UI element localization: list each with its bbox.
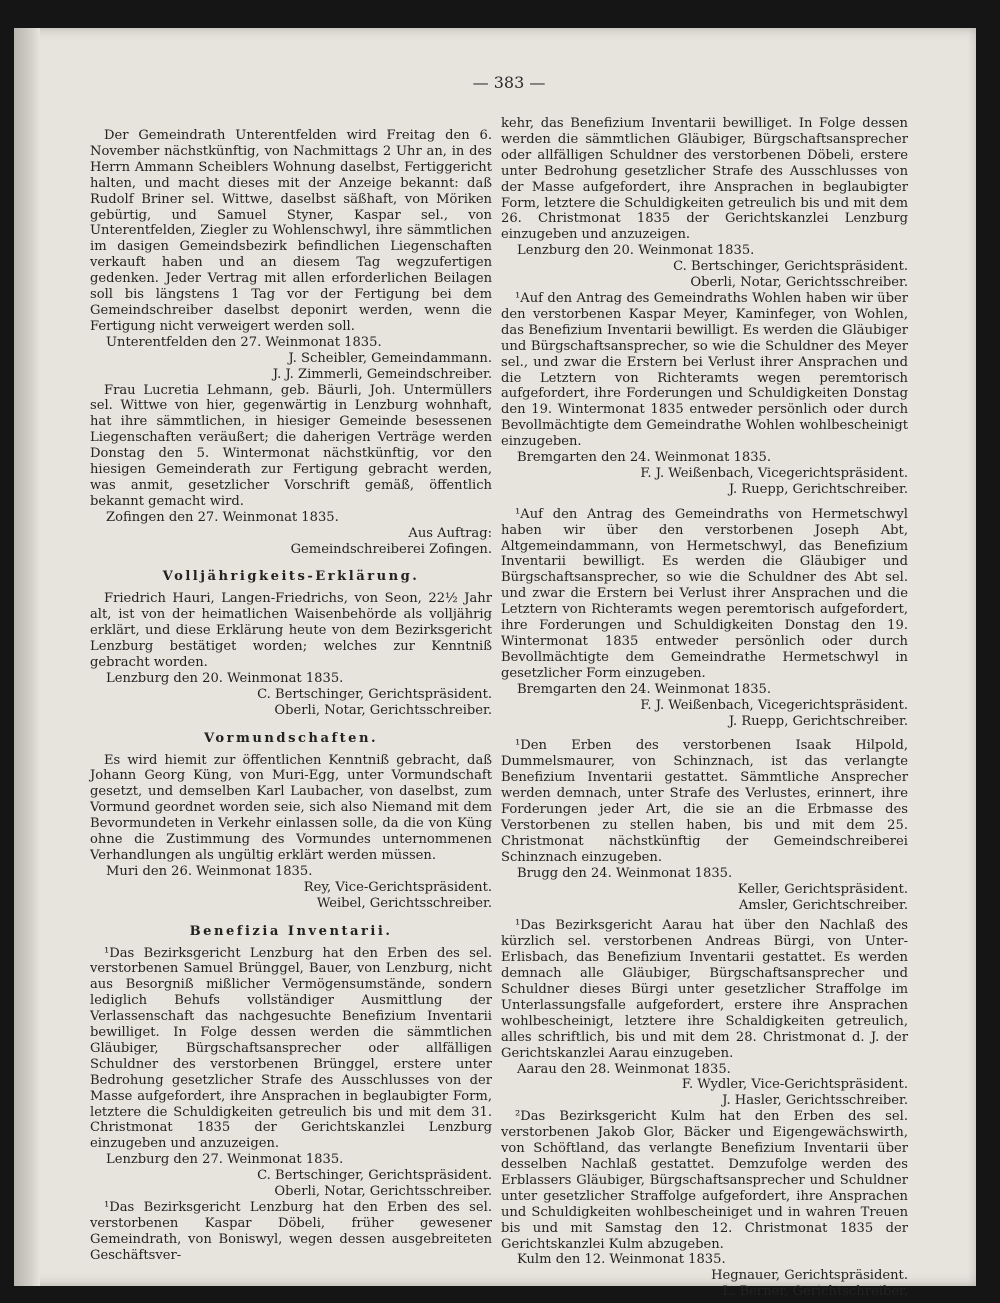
section-heading-benefizia: Benefizia Inventarii. xyxy=(189,923,393,939)
notice-date: Kulm den 12. Weinmonat 1835. xyxy=(517,1252,726,1268)
notice-doebeli: ¹Das Bezirksgericht Lenzburg hat den Erben des sel. verstorbenen Kaspar Döbeli, früher gewesener Gemeindrath, von Boniswyl, wegen dessen ausgebreiteten Geschäftsver- xyxy=(90,1200,492,1263)
signature-line: F. J. Weißenbach, Vicegerichtspräsident. xyxy=(640,697,908,713)
newspaper-page xyxy=(14,28,976,1300)
notice-doebeli-continued: kehr, das Benefizium Inventarii bewilliget. In Folge dessen werden die sämmtlichen Gläubiger, Bürgschaftsansprecher oder allfälligen Schuldner des verstorbenen Döbeli, erstere unter Bedrohung gesetzlicher Strafe des Ausschlusses von der Masse aufgefordert, ihre Ansprachen in beglaubigter Form, letztere die Schuldigkeiten getreulich bis und mit dem 26. Christmonat 1835 der Gerichtskanzlei Lenzburg einzugeben und anzuzeigen. xyxy=(501,116,908,243)
notice-hilpold: ¹Den Erben des verstorbenen Isaak Hilpold, Dummelsmaurer, von Schinznach, ist das verlangte Benefizium Inventarii gestattet. Sämmtliche Ansprecher werden demnach, unter Strafe des Verlustes, erinnert, ihre Forderungen jeder Art, die sie an die Erbmasse des Verstorbenen zu stellen haben, bis und mit dem 25. Christmonat nächstkünftig der Gemeindschreiberei Schinznach einzugeben. xyxy=(501,738,908,865)
notice-date: Lenzburg den 27. Weinmonat 1835. xyxy=(106,1152,344,1168)
notice-date: Unterentfelden den 27. Weinmonat 1835. xyxy=(106,334,382,350)
right-column xyxy=(501,116,908,1300)
signature-line: Hegnauer, Gerichtspräsident. xyxy=(711,1268,908,1284)
signature-line: L. Berner, Gerichtschreiber. xyxy=(722,1284,908,1300)
page-number: — 383 — xyxy=(472,73,546,92)
signature-line: C. Bertschinger, Gerichtspräsident. xyxy=(257,686,492,702)
notice-bruenggel: ¹Das Bezirksgericht Lenzburg hat den Erben des sel. verstorbenen Samuel Brünggel, Bauer, von Lenzburg, nicht aus Besorgniß mißlicher Vermögensumstände, sondern lediglich Behufs vollständiger Ausmittlung der Verlassenschaft das nachgesuchte Benefizium Inventarii bewilliget. In Folge dessen werden die sämmtlichen Gläubiger, Bürgschaftsansprecher oder allfälligen Schuldner des verstorbenen Brünggel, erstere unter Bedrohung gesetzlicher Strafe des Ausschlusses von der Masse aufgefordert, ihre Ansprachen in beglaubigter Form, letztere die Schuldigkeiten getreulich bis und mit dem 31. Christmonat 1835 der Gerichtskanzlei Lenzburg einzugeben und anzuzeigen. xyxy=(90,945,492,1152)
signature-line: Amsler, Gerichtschreiber. xyxy=(738,897,908,913)
notice-glor: ²Das Bezirksgericht Kulm hat den Erben des sel. verstorbenen Jakob Glor, Bäcker und Eigengewächswirth, von Schöftland, das verlangte Benefizium Inventarii über desselben Nachlaß gestattet. Demzufolge werden des Erblassers Gläubiger, Bürgschaftsansprecher und Schuldner unter gesetzlicher Straffolge aufgefordert, ihre Ansprachen und Schuldigkeiten wohlbescheiniget und in wahren Treuen bis und mit Samstag den 12. Christmonat 1835 der Gerichtskanzlei Kulm abzugeben. xyxy=(501,1109,908,1252)
notice-buergi: ¹Das Bezirksgericht Aarau hat über den Nachlaß des kürzlich sel. verstorbenen Andreas Bürgi, von Unter-Erlisbach, das Benefizium Inventarii gestattet. Es werden demnach alle Gläubiger, Bürgschaftsansprecher und Schuldner dieses Bürgi unter gesetzlicher Straffolge im Unterlassungsfalle aufgefordert, erstere ihre Ansprachen wohlbescheinigt, letztere ihre Schaldigkeiten getreulich, alles schriftlich, bis und mit dem 28. Christmonat d. J. der Gerichtskanzlei Aarau einzugeben. xyxy=(501,918,908,1061)
signature-line: J. J. Zimmerli, Gemeindschreiber. xyxy=(272,366,492,382)
notice-date: Bremgarten den 24. Weinmonat 1835. xyxy=(517,450,772,466)
spacer xyxy=(501,498,908,507)
signature-line: C. Bertschinger, Gerichtspräsident. xyxy=(257,1168,492,1184)
notice-meyer: ¹Auf den Antrag des Gemeindraths Wohlen haben wir über den verstorbenen Kaspar Meyer, Kaminfeger, von Wohlen, das Benefizium Inventarii bewilligt. Es werden die Gläubiger und Bürgschaftsansprecher, so wie die Schuldner des Meyer sel., und zwar die Erstern bei Verlust ihrer Ansprachen und die Letztern von Richteramts wegen peremtorisch aufgefordert, ihre Forderungen und Schuldigkeiten Donstag den 19. Wintermonat 1835 entweder persönlich oder durch Bevollmächtigte dem Gemeindrathe Wohlen wohlbescheinigt einzugeben. xyxy=(501,290,908,450)
signature-line: C. Bertschinger, Gerichtspräsident. xyxy=(673,259,908,275)
signature-line: J. Ruepp, Gerichtschreiber. xyxy=(728,713,908,729)
signature-line: F. Wydler, Vice-Gerichtspräsident. xyxy=(681,1077,908,1093)
left-column xyxy=(90,128,492,1264)
signature-line: Gemeindschreiberei Zofingen. xyxy=(290,541,492,557)
notice-lehmann: Frau Lucretia Lehmann, geb. Bäurli, Joh. Untermüllers sel. Wittwe von hier, gegenwärtig in Lenzburg wohnhaft, hat ihre sämmtlichen, in hiesiger Gemeinde besessenen Liegenschaften veräußert; die daherigen Verträge werden Donstag den 5. Wintermonat nächstkünftig, vor den hiesigen Gemeinderath zur Fertigung gebracht werden, was anmit, gesetzlicher Vorschrift gemäß, öffentlich bekannt gemacht wird. xyxy=(90,382,492,509)
section-heading-vormundschaften: Vormundschaften. xyxy=(203,730,379,746)
notice-date: Aarau den 28. Weinmonat 1835. xyxy=(517,1061,731,1077)
notice-abt: ¹Auf den Antrag des Gemeindraths von Hermetschwyl haben wir über den verstorbenen Joseph Abt, Altgemeindammann, von Hermetschwyl, das Benefizium Inventarii bewilligt. Es werden die Gläubiger und Bürgschaftsansprecher, so wie die Schuldner des Abt sel. und zwar die Erstern bei Verlust ihrer Ansprachen und die Letztern von Richteramts wegen peremtorisch aufgefordert, ihre Forderungen und Schuldigkeiten Donstag den 19. Wintermonat 1835 entweder persönlich oder durch Bevollmächtigte dem Gemeindrathe Hermetschwyl in gesetzlicher Form einzugeben. xyxy=(501,506,908,681)
notice-date: Brugg den 24. Weinmonat 1835. xyxy=(517,865,733,881)
spacer xyxy=(501,729,908,738)
signature-line: Keller, Gerichtspräsident. xyxy=(737,881,908,897)
notice-hauri: Friedrich Hauri, Langen-Friedrichs, von Seon, 22½ Jahr alt, ist von der heimatlichen Waisenbehörde als volljährig erklärt, und diese Erklärung heute von dem Bezirksgericht Lenzburg bestätiget worden; welches zur Kenntniß gebracht worden. xyxy=(90,591,492,670)
notice-unterentfelden: Der Gemeindrath Unterentfelden wird Freitag den 6. November nächstkünftig, von Nachmittags 2 Uhr an, in des Herrn Ammann Scheiblers Wohnung daselbst, Fertiggericht halten, und macht dieses mit der Anzeige bekannt: daß Rudolf Briner sel. Wittwe, daselbst säßhaft, von Möriken gebürtig, und Samuel Styner, Kaspar sel., von Unterentfelden, Ziegler zu Wohlenschwyl, ihre sämmtlichen im dasigen Gemeindsbezirk befindlichen Liegenschaften verkauft haben und an diesem Tag wegzufertigen gedenken. Jeder Vertrag mit allen erforderlichen Beilagen soll bis längstens 1 Tag vor der Fertigung bei dem Gemeindschreiber daselbst deponirt werden, wenn die Fertigung nicht verweigert werden soll. xyxy=(90,128,492,334)
page-fold-shadow xyxy=(14,28,40,1286)
section-heading-volljaehrigkeit: Volljährigkeits-Erklärung. xyxy=(162,569,420,585)
signature-line: J. Scheibler, Gemeindammann. xyxy=(288,350,492,366)
signature-line: J. Ruepp, Gerichtschreiber. xyxy=(728,481,908,497)
notice-date: Lenzburg den 20. Weinmonat 1835. xyxy=(517,243,755,259)
signature-line: Oberli, Notar, Gerichtsschreiber. xyxy=(274,1184,492,1200)
signature-line: F. J. Weißenbach, Vicegerichtspräsident. xyxy=(640,465,908,481)
notice-date: Zofingen den 27. Weinmonat 1835. xyxy=(106,509,339,525)
notice-date: Bremgarten den 24. Weinmonat 1835. xyxy=(517,681,772,697)
notice-date: Muri den 26. Weinmonat 1835. xyxy=(106,863,313,879)
signature-line: Aus Auftrag: xyxy=(408,525,492,541)
notice-date: Lenzburg den 20. Weinmonat 1835. xyxy=(106,670,344,686)
signature-line: Oberli, Notar, Gerichtsschreiber. xyxy=(690,275,908,291)
signature-line: Rey, Vice-Gerichtspräsident. xyxy=(303,879,492,895)
notice-kueng: Es wird hiemit zur öffentlichen Kenntniß gebracht, daß Johann Georg Küng, von Muri-Egg, unter Vormundschaft gesetzt, und demselben Karl Laubacher, von daselbst, zum Vormund geordnet worden seie, sich also Niemand mit dem Bevormundeten in Verkehr einlassen solle, da die von Küng ohne die Zustimmung des Vormundes unternommenen Verhandlungen als ungültig erklärt werden müssen. xyxy=(90,752,492,863)
signature-line: J. Hasler, Gerichtsschreiber. xyxy=(722,1093,908,1109)
signature-line: Weibel, Gerichtsschreiber. xyxy=(316,895,492,911)
signature-line: Oberli, Notar, Gerichtsschreiber. xyxy=(274,702,492,718)
